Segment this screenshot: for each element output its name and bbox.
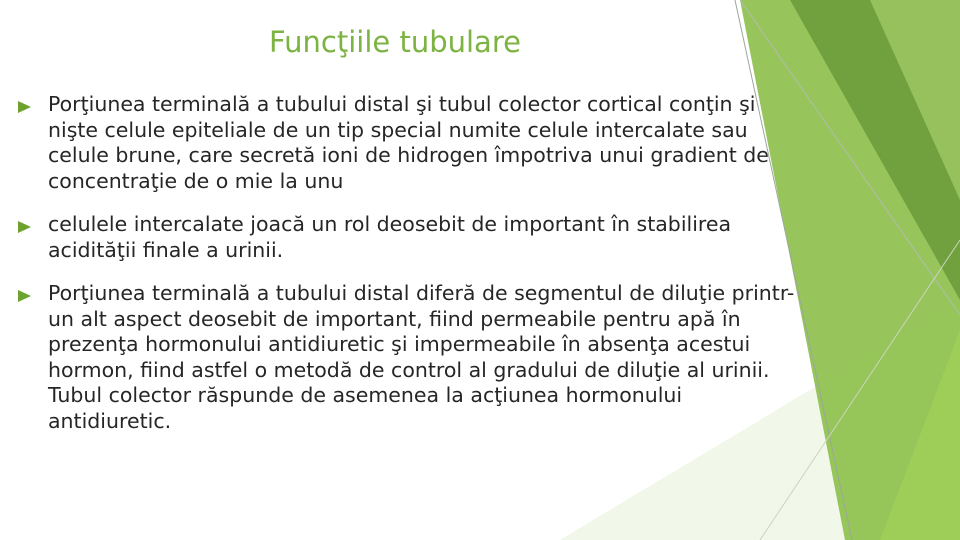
bullet-item <box>18 281 800 434</box>
bullet-arrow-icon <box>18 290 31 302</box>
bullet-arrow-icon <box>18 221 31 233</box>
bullet-text: Porţiunea terminală a tubului distal diferă de segmentul de diluţie printr-un alt aspect deosebit de important, fiind permeabile pentru apă în prezenţa hormonului antidiuretic şi impermeabile în absenţa acestui hormon, fiind astfel o metodă de control al gradului de diluţie al urinii. Tubul colector răspunde de asemenea la acţiunea hormonului antidiuretic. <box>48 281 795 433</box>
bullet-text: celulele intercalate joacă un rol deosebit de important în stabilirea acidităţii finale a urinii. <box>48 212 732 262</box>
bullet-list <box>18 92 800 452</box>
bullet-arrow-icon <box>18 101 31 113</box>
bullet-item <box>18 92 800 194</box>
bullet-text: Porţiunea terminală a tubului distal şi tubul colector cortical conţin şi nişte celule epiteliale de un tip special numite celule intercalate sau celule brune, care secretă ioni de hidrogen împotriva unui gradient de concentraţie de o mie la unu <box>48 92 769 193</box>
slide-title: Funcţiile tubulare <box>269 25 521 59</box>
bullet-item <box>18 212 800 263</box>
